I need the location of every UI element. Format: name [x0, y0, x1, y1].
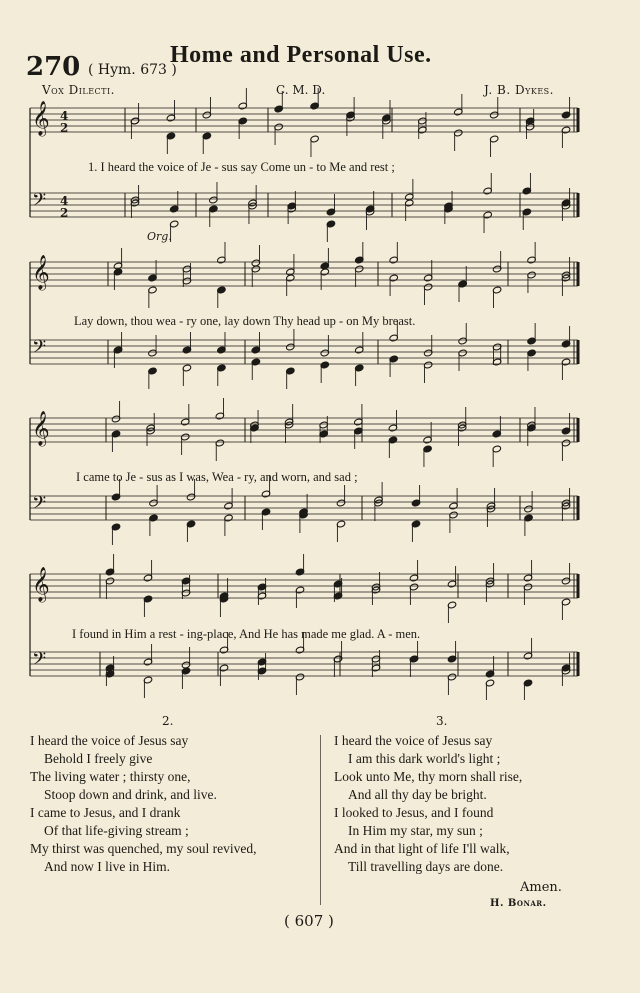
verse-line: Of that life-giving stream ; — [44, 823, 189, 838]
bass-clef-icon: 𝄢 — [32, 649, 47, 674]
time-signature-bottom: 2 — [60, 206, 69, 220]
bass-clef-icon: 𝄢 — [32, 337, 47, 362]
verse-line: I am this dark world's light ; — [348, 751, 501, 766]
verse-line: Stoop down and drink, and live. — [44, 787, 217, 802]
treble-clef-icon: 𝄞 — [32, 255, 50, 290]
time-signature-bottom: 2 — [60, 121, 69, 135]
hymn-reference: ( Hym. 673 ) — [88, 62, 177, 78]
organ-label: Org. — [147, 230, 172, 243]
lyric-line-4: I found in Him a rest - ing-place, And He has made me glad. A - men. — [72, 627, 421, 641]
hymn-number: 270 — [26, 52, 81, 82]
verse-line: I looked to Jesus, and I found — [334, 805, 494, 820]
verse-line: Behold I freely give — [44, 751, 153, 766]
verse-line: I heard the voice of Jesus say — [334, 733, 493, 748]
bass-clef-icon: 𝄢 — [32, 493, 47, 518]
treble-clef-icon: 𝄞 — [32, 101, 50, 136]
verse-line: I came to Jesus, and I drank — [30, 805, 181, 820]
verse-3 — [334, 732, 522, 876]
page-title: Home and Personal Use. — [170, 42, 432, 68]
verse-2 — [30, 732, 256, 876]
verse-line: And in that light of life I'll walk, — [334, 841, 510, 856]
treble-clef-icon: 𝄞 — [32, 411, 50, 446]
column-divider — [320, 735, 321, 905]
time-signature-top: 4 — [60, 109, 69, 123]
verse-line: My thirst was quenched, my soul revived, — [30, 841, 257, 856]
tune-name: Vox Dilecti. — [42, 83, 115, 97]
verse-number-2: 2. — [162, 714, 174, 728]
composer: J. B. Dykes. — [484, 83, 554, 97]
verse-line: And all thy day be bright. — [348, 787, 487, 802]
verse-line: And now I live in Him. — [44, 859, 170, 874]
verse-line: I heard the voice of Jesus say — [30, 733, 189, 748]
page-number: ( 607 ) — [284, 912, 334, 930]
author: H. Bonar. — [490, 898, 547, 909]
verse-line: In Him my star, my sun ; — [348, 823, 483, 838]
lyric-line-1: 1. I heard the voice of Je - sus say Come un - to Me and rest ; — [88, 160, 395, 174]
lyric-line-2: Lay down, thou wea - ry one, lay down Thy head up - on My breast. — [74, 314, 416, 328]
lyric-line-3: I came to Je - sus as I was, Wea - ry, and worn, and sad ; — [76, 470, 358, 484]
treble-clef-icon: 𝄞 — [32, 567, 50, 602]
amen-text: Amen. — [520, 880, 562, 895]
verse-line: Till travelling days are done. — [348, 859, 504, 874]
verse-line: The living water ; thirsty one, — [30, 769, 191, 784]
verse-number-3: 3. — [436, 714, 448, 728]
bass-clef-icon: 𝄢 — [32, 190, 47, 215]
meter: C. M. D. — [276, 83, 326, 97]
verse-line: Look unto Me, thy morn shall rise, — [334, 769, 523, 784]
time-signature-top: 4 — [60, 194, 69, 208]
